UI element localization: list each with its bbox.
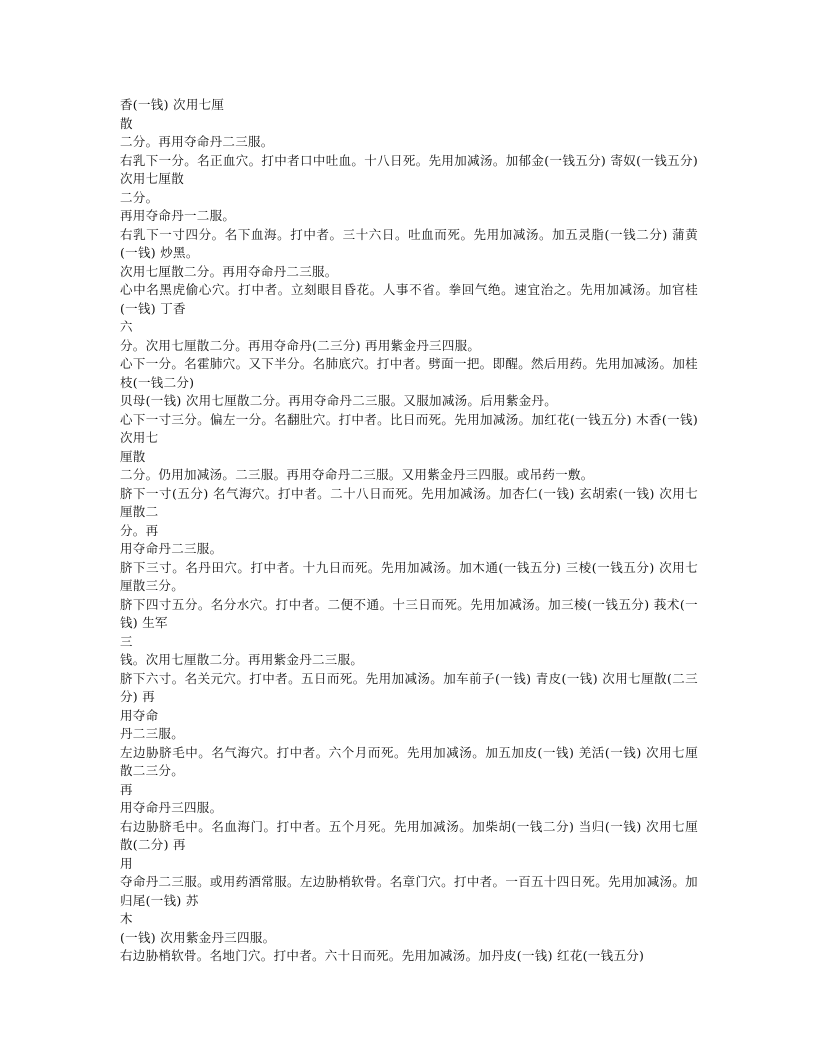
text-line: 二分。再用夺命丹二三服。: [120, 134, 274, 149]
text-line: 次用七厘散二分。再用夺命丹二三服。: [120, 263, 338, 279]
text-line: 再: [120, 781, 133, 797]
text-line: 右乳下一寸四分。名下血海。打中者。三十六日。吐血而死。先用加减汤。加五灵脂(一钱二分) 蒲黄(一钱) 炒黑。: [120, 226, 698, 260]
text-line: 左边胁脐毛中。名气海穴。打中者。六个月而死。先用加减汤。加五加皮(一钱) 羌活(一钱) 次用七厘散二三分。: [120, 744, 698, 778]
text-line: 用: [120, 855, 133, 871]
text-line: 分。再: [120, 522, 159, 538]
text-line: 用夺命: [120, 707, 159, 723]
text-line: 脐下四寸五分。名分水穴。打中者。二便不通。十三日而死。先用加减汤。加三棱(一钱五分) 莪术(一钱) 生军: [120, 596, 698, 630]
text-line: 钱。次用七厘散二分。再用紫金丹二三服。: [120, 652, 364, 667]
text-line: 右乳下一分。名正血穴。打中者口中吐血。十八日死。先用加减汤。加郁金(一钱五分) 寄奴(一钱五分) 次用七厘散: [120, 152, 698, 186]
text-line: 厘散: [120, 448, 146, 464]
text-line: 木: [120, 911, 133, 926]
text-line: 二分。仍用加减汤。二三服。再用夺命丹二三服。又用紫金丹三四服。或吊药一敷。: [120, 467, 594, 482]
text-line: 夺命丹二三服。或用药酒常服。左边胁梢软骨。名章门穴。打中者。一百五十四日死。先用加减汤。加归尾(一钱) 苏: [120, 874, 698, 908]
text-line: 脐下一寸(五分) 名气海穴。打中者。二十八日而死。先用加减汤。加杏仁(一钱) 玄胡索(一钱) 次用七厘散二: [120, 485, 698, 519]
text-line: 二分。: [120, 189, 159, 205]
text-line: 脐下六寸。名关元穴。打中者。五日而死。先用加减汤。加车前子(一钱) 青皮(一钱) 次用七厘散(二三分) 再: [120, 670, 698, 704]
text-line: 右边胁梢软骨。名地门穴。打中者。六十日而死。先用加减汤。加丹皮(一钱) 红花(一钱五分): [120, 948, 645, 963]
text-line: 心下一分。名霍肺穴。又下半分。名肺底穴。打中者。劈面一把。即醒。然后用药。先用加减汤。加桂枝(一钱二分): [120, 356, 698, 390]
text-line: 脐下三寸。名丹田穴。打中者。十九日而死。先用加减汤。加木通(一钱五分) 三棱(一钱五分) 次用七厘散三分。: [120, 559, 698, 593]
text-line: 心下一寸三分。偏左一分。名翻肚穴。打中者。比日而死。先用加减汤。加红花(一钱五分) 木香(一钱) 次用七: [120, 411, 698, 445]
text-line: (一钱) 次用紫金丹三四服。: [120, 929, 276, 945]
text-line: 六: [120, 319, 133, 334]
document-page: [120, 96, 698, 966]
text-line: 贝母(一钱) 次用七厘散二分。再用夺命丹二三服。又服加减汤。后用紫金丹。: [120, 393, 558, 408]
text-line: 丹二三服。: [120, 726, 185, 741]
text-line: 用夺命丹三四服。: [120, 800, 223, 815]
text-line: 右边胁脐毛中。名血海门。打中者。五个月死。先用加减汤。加柴胡(一钱二分) 当归(一钱) 次用七厘散(二分) 再: [120, 818, 698, 852]
text-line: 散: [120, 115, 133, 131]
text-line: 香(一钱) 次用七厘: [120, 97, 225, 112]
text-line: 三: [120, 633, 133, 649]
text-line: 分。次用七厘散二分。再用夺命丹(二三分) 再用紫金丹三四服。: [120, 337, 481, 353]
text-line: 再用夺命丹一二服。: [120, 208, 236, 223]
text-line: 用夺命丹二三服。: [120, 541, 223, 556]
text-line: 心中名黑虎偷心穴。打中者。立刻眼目昏花。人事不省。拳回气绝。速宜治之。先用加减汤。加官桂(一钱) 丁香: [120, 282, 698, 316]
